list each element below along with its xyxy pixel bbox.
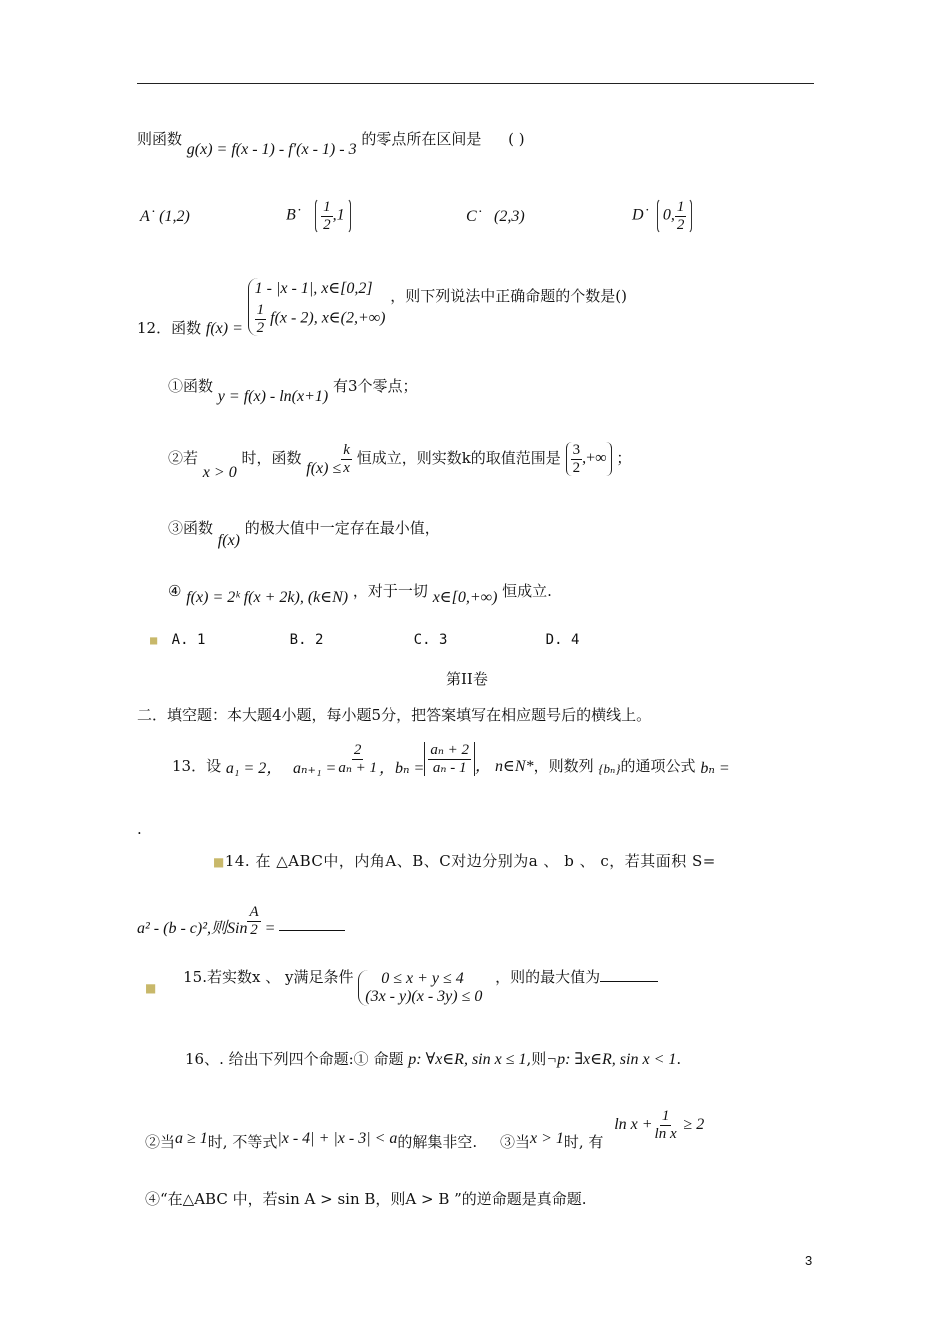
bullet-mark: ■ xyxy=(213,855,225,869)
frac-num: A xyxy=(249,904,259,920)
q11-option-a: A˙ (1,2) xyxy=(140,208,190,225)
q13-an1: aₙ₊₁ = xyxy=(293,760,337,777)
bullet-mark: ■ xyxy=(145,981,157,995)
q14-eq: = xyxy=(264,919,276,937)
q15-answer-blank[interactable] xyxy=(600,967,658,982)
frac-num: 1 xyxy=(256,302,265,318)
q12-fx: f(x) = xyxy=(205,320,243,337)
s4-mid: ，对于一切 xyxy=(352,582,428,600)
q15-tail: ，则的最大值为 xyxy=(495,968,601,986)
q12-option-b: B. 2 xyxy=(289,632,324,648)
q13 xyxy=(172,742,730,776)
page-number: 3 xyxy=(805,1253,813,1268)
q16-pre: 16、. 给出下列四个命题:① 命题 xyxy=(185,1050,404,1068)
s3-tail: 的极大值中一定存在最小值， xyxy=(244,519,440,537)
frac-num: 2 xyxy=(353,742,362,758)
s3-pre: ③当 xyxy=(499,1133,530,1151)
frac-den: 2 xyxy=(250,921,258,938)
s2-pre: ②若 xyxy=(168,449,199,467)
q11-formula: g(x) = f(x - 1) - f′(x - 1) - 3 xyxy=(186,141,357,158)
q11-stem xyxy=(137,128,525,158)
q16-mid: ,则 xyxy=(526,1050,547,1068)
q15-c2: (3x - y)(x - 3y) ≤ 0 xyxy=(365,988,483,1005)
q12-tail: ，则下列说法中正确命题的个数是() xyxy=(390,287,627,305)
q13-cond: ， n∈N* xyxy=(475,758,534,775)
s2-formula: f(x) ≤ xyxy=(306,460,342,477)
q13-tail2: 的通项公式 xyxy=(620,757,696,775)
q12-statement-2 xyxy=(168,442,632,481)
frac-den: aₙ - 1 xyxy=(432,759,467,776)
q12-option-d: D. 4 xyxy=(545,632,580,648)
q11-tail: 的零点所在区间是 xyxy=(361,130,482,148)
s2-pre: ②当 xyxy=(145,1133,176,1151)
s4-pre: ④ xyxy=(168,582,182,600)
s4-range: x∈[0,+∞) xyxy=(432,589,498,606)
q12-case2: f(x - 2), x∈(2,+∞) xyxy=(270,309,386,327)
s2-cond: a ≥ 1 xyxy=(175,1130,208,1147)
q15 xyxy=(145,970,658,1006)
q13-tail: ，则数列 xyxy=(533,757,594,775)
frac-num: 3 xyxy=(572,442,581,458)
s3-lhs: ln x + xyxy=(614,1116,653,1133)
s2-ineq: |x - 4| + |x - 3| < a xyxy=(277,1130,398,1147)
q11-option-c: C˙ (2,3) xyxy=(466,208,525,225)
frac-den: 2 xyxy=(572,459,581,476)
q14-formula: a² - (b - c)²,则Sin xyxy=(137,919,248,937)
q14-line2 xyxy=(137,904,345,938)
s3-pre: ③函数 xyxy=(168,519,214,537)
section-title: 第II卷 xyxy=(446,670,488,688)
bullet-mark: ■ xyxy=(150,633,158,647)
s3-mid: 时, 有 xyxy=(563,1133,604,1151)
frac-den: x xyxy=(343,459,350,476)
s3-rhs: ≥ 2 xyxy=(683,1116,705,1133)
q16-line3: ④“在△ABC 中，若sin A > sin B，则A > B ”的逆命题是真命题. xyxy=(145,1190,587,1208)
q15-system xyxy=(358,970,482,1006)
s1-pre: ①函数 xyxy=(168,377,214,395)
s2-tail: 的解集非空. xyxy=(397,1133,478,1151)
q13-a1: a₁ = 2， xyxy=(225,760,283,777)
s2-cond: x > 0 xyxy=(202,464,237,481)
frac-den: aₙ + 1 xyxy=(338,759,378,776)
option-label: A xyxy=(140,208,150,225)
s3-formula: f(x) xyxy=(217,532,240,549)
s2-mid: 时，函数 xyxy=(241,449,302,467)
q14-line1 xyxy=(213,850,716,871)
q16-line2 xyxy=(145,1108,705,1151)
q15-c1: 0 ≤ x + y ≤ 4 xyxy=(381,970,464,987)
s2-mid2: 恒成立，则实数k的取值范围是 xyxy=(356,449,561,467)
q12-option-a: A. 1 xyxy=(171,632,206,648)
q16-line1 xyxy=(185,1048,681,1069)
q12-statement-4 xyxy=(168,580,552,606)
q12-piecewise xyxy=(248,278,386,336)
q15-pre: 15.若实数x 、 y满足条件 xyxy=(183,968,354,986)
s4-tail: 恒成立. xyxy=(502,582,552,600)
q12-stem xyxy=(137,278,627,336)
q16-notp: ¬p: ∃x∈R, sin x < 1 xyxy=(546,1051,677,1068)
q11-option-d: D˙ 0, $\frac{1}{2}$ xyxy=(632,198,692,234)
s2-range: ,+∞ xyxy=(582,449,607,467)
frac-num: aₙ + 2 xyxy=(430,742,470,758)
option-value: (1,2) xyxy=(159,208,190,225)
q13-end: bₙ = xyxy=(700,760,730,777)
q12-statement-3 xyxy=(168,517,440,549)
option-label: C xyxy=(466,208,477,225)
s2-mid: 时, 不等式 xyxy=(207,1133,278,1151)
q16-end: . xyxy=(676,1050,682,1068)
q13-bn: ，bₙ = xyxy=(379,760,425,777)
top-rule xyxy=(137,83,814,84)
q14-answer-blank[interactable] xyxy=(279,916,345,931)
q12-option-c: C. 3 xyxy=(413,632,448,648)
q11-option-b: B˙ $\frac{1}{2}$ ,1 xyxy=(286,198,351,234)
q12-options xyxy=(150,632,579,648)
q13-seq: {bₙ} xyxy=(598,761,621,776)
q12-statement-1 xyxy=(168,375,418,405)
s2-end: ； xyxy=(616,449,632,467)
option-label: B xyxy=(286,206,296,224)
q14-text: 14. 在 △ABC中，内角A、B、C对边分别为a 、 b 、 c，若其面积 S= xyxy=(224,852,716,870)
option-value: (2,3) xyxy=(494,208,525,225)
frac-num: k xyxy=(343,442,350,458)
frac-den: 2 xyxy=(256,319,265,336)
q16-p: p: ∀x∈R, sin x ≤ 1 xyxy=(408,1051,527,1068)
s1-formula: y = f(x) - ln(x+1) xyxy=(217,388,329,405)
s4-formula: f(x) = 2ᵏ f(x + 2k), (k∈N) xyxy=(186,589,349,606)
q12-case1: 1 - |x - 1|, x∈[0,2] xyxy=(254,280,373,297)
q12-number: 12．函数 xyxy=(137,319,202,337)
option-label: D xyxy=(632,206,644,224)
s1-tail: 有3个零点； xyxy=(333,377,418,395)
q11-lead: 则函数 xyxy=(137,130,183,148)
fill-in-heading: 二．填空题：本大题4小题，每小题5分，把答案填写在相应题号后的横线上。 xyxy=(137,706,652,724)
q13-number: 13．设 xyxy=(172,757,222,775)
s3-cond: x > 1 xyxy=(529,1130,564,1147)
q11-answer-paren: ( ) xyxy=(508,130,525,148)
frac-den: ln x xyxy=(654,1125,677,1142)
q13-dot: . xyxy=(137,820,142,838)
frac-num: 1 xyxy=(661,1108,670,1124)
